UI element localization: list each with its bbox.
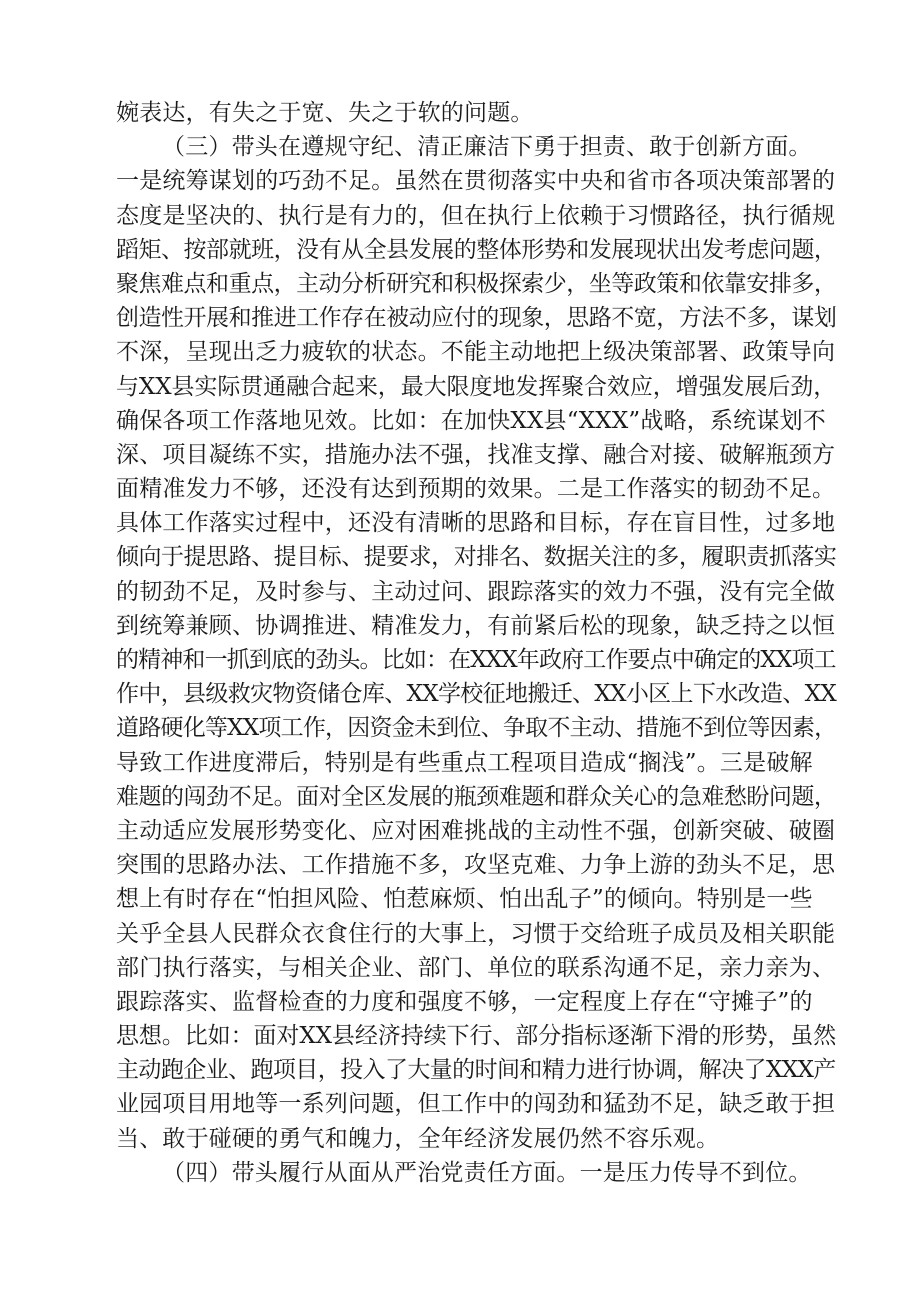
- body-text-line: 关乎全县人民群众衣食住行的大事上，习惯于交给班子成员及相关职能: [116, 920, 836, 947]
- body-text-line: 面精准发力不够，还没有达到预期的效果。二是工作落实的韧劲不足。: [116, 476, 836, 503]
- body-text-line: 不深，呈现出乏力疲软的状态。不能主动地把上级决策部署、政策导向: [116, 339, 836, 366]
- body-text-line: 部门执行落实，与相关企业、部门、单位的联系沟通不足，亲力亲为、: [116, 954, 836, 981]
- body-text-line: 的精神和一抓到底的劲头。比如：在XXX年政府工作要点中确定的XX项工: [116, 647, 836, 673]
- body-text-line: 想上有时存在“怕担风险、怕惹麻烦、怕出乱子”的倾向。特别是一些: [116, 886, 813, 913]
- body-text-line: 态度是坚决的、执行是有力的，但在执行上依赖于习惯路径，执行循规: [116, 202, 836, 229]
- body-text-line: 难题的闯劲不足。面对全区发展的瓶颈难题和群众关心的急难愁盼问题，: [116, 783, 837, 810]
- body-text-line: 道路硬化等XX项工作，因资金未到位、争取不主动、措施不到位等因素，: [116, 715, 837, 742]
- body-text-line: 一是统筹谋划的巧劲不足。虽然在贯彻落实中央和省市各项决策部署的: [116, 168, 836, 195]
- body-text-line: 作中，县级救灾物资储仓库、XX学校征地搬迁、XX小区上下水改造、XX: [116, 681, 837, 708]
- body-text-line: 确保各项工作落地见效。比如：在加快XX县“XXX”战略，系统谋划不: [116, 407, 826, 434]
- body-text-line: 聚焦难点和重点，主动分析研究和积极探索少，坐等政策和依靠安排多，: [116, 270, 837, 297]
- body-text-line: 跟踪落实、监督检查的力度和强度不够，一定程度上存在“守摊子”的: [116, 988, 813, 1015]
- body-text-line: 思想。比如：面对XX县经济持续下行、部分指标逐渐下滑的形势，虽然: [116, 1023, 837, 1050]
- body-text-line: 到统筹兼顾、协调推进、精准发力，有前紧后松的现象，缺乏持之以恒: [116, 612, 836, 639]
- section-heading-line: （三）带头在遵规守纪、清正廉洁下勇于担责、敢于创新方面。: [162, 134, 812, 161]
- body-text-line: 具体工作落实过程中，还没有清晰的思路和目标，存在盲目性，过多地: [116, 510, 836, 537]
- body-text-line: 突围的思路办法、工作措施不多，攻坚克难、力争上游的劲头不足，思: [116, 852, 836, 879]
- section-heading-line: （四）带头履行从面从严治党责任方面。一是压力传导不到位。: [162, 1159, 812, 1186]
- body-text-line: 蹈矩、按部就班，没有从全县发展的整体形势和发展现状出发考虑问题，: [116, 236, 837, 263]
- body-text-line: 当、敢于碰硬的勇气和魄力，全年经济发展仍然不容乐观。: [116, 1125, 720, 1152]
- body-text-line: 主动跑企业、跑项目，投入了大量的时间和精力进行协调，解决了XXX产: [116, 1057, 836, 1084]
- body-text-line: 导致工作进度滞后，特别是有些重点工程项目造成“搁浅”。三是破解: [116, 749, 813, 776]
- body-text-line: 创造性开展和推进工作存在被动应付的现象，思路不宽，方法不多，谋划: [116, 305, 837, 332]
- body-text-line: 主动适应发展形势变化、应对困难挑战的主动性不强，创新突破、破圈: [116, 817, 836, 844]
- body-text-line: 的韧劲不足，及时参与、主动过问、跟踪落实的效力不强，没有完全做: [116, 578, 836, 605]
- body-text-line: 业园项目用地等一系列问题，但工作中的闯劲和猛劲不足，缺乏敢于担: [116, 1091, 836, 1118]
- body-text-line: 婉表达，有失之于宽、失之于软的问题。: [116, 100, 534, 126]
- body-text-line: 深、项目凝练不实，措施办法不强，找准支撑、融合对接、破解瓶颈方: [116, 441, 836, 468]
- document-body: [116, 96, 836, 1190]
- body-text-line: 倾向于提思路、提目标、提要求，对排名、数据关注的多，履职责抓落实: [116, 544, 837, 571]
- body-text-line: 与XX县实际贯通融合起来，最大限度地发挥聚合效应，增强发展后劲，: [116, 373, 837, 400]
